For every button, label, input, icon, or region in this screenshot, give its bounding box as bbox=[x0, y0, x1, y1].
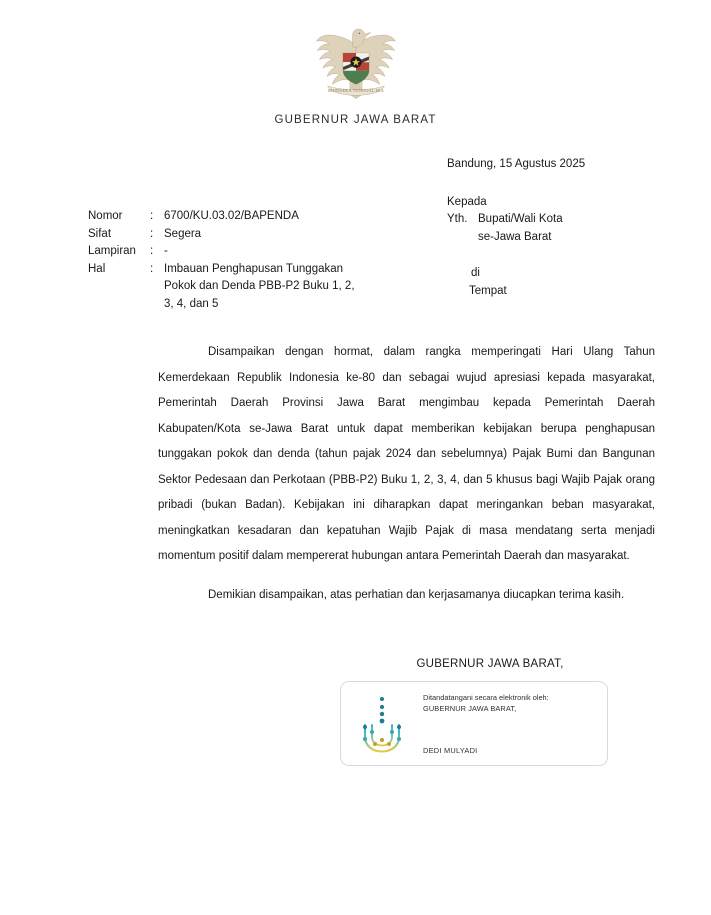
meta-label-lampiran: Lampiran bbox=[88, 245, 136, 257]
letter-meta bbox=[0, 156, 711, 310]
letter-addressee-block bbox=[447, 156, 585, 300]
addressee-di: di bbox=[471, 267, 480, 279]
meta-row-lampiran bbox=[88, 243, 355, 261]
meta-value-sifat: Segera bbox=[164, 227, 202, 240]
addressee-tempat: Tempat bbox=[469, 284, 507, 297]
meta-value-hal bbox=[164, 261, 355, 314]
addressee-yth-value: Bupati/Wali Kota bbox=[478, 213, 563, 225]
addressee-yth-row bbox=[447, 211, 585, 229]
meta-colon-sifat: : bbox=[150, 227, 154, 240]
garuda-pancasila-emblem bbox=[313, 22, 399, 104]
esign-line-1: Ditandatangani secara elektronik oleh: bbox=[423, 693, 549, 702]
meta-value-nomor: 6700/KU.03.02/BAPENDA bbox=[164, 210, 299, 222]
meta-value-hal-line-1: Imbauan Penghapusan Tunggakan bbox=[164, 262, 344, 275]
meta-value-hal-line-3: 3, 4, dan 5 bbox=[164, 297, 219, 310]
letterhead-title: GUBERNUR JAWA BARAT bbox=[274, 114, 437, 126]
esign-signer-name: DEDI MULYADI bbox=[423, 745, 478, 755]
meta-row-sifat bbox=[88, 226, 355, 244]
meta-label-sifat: Sifat bbox=[88, 227, 112, 240]
letterhead bbox=[0, 0, 711, 126]
meta-colon-hal: : bbox=[150, 262, 154, 275]
addressee-kepada: Kepada bbox=[447, 195, 487, 208]
esign-line-2: GUBERNUR JAWA BARAT, bbox=[423, 703, 517, 713]
body-paragraph-1: Disampaikan dengan hormat, dalam rangka memperingati Hari Ulang Tahun Kemerdekaan Republik Indonesia ke-80 dan sebagai wujud apresiasi kepada masyarakat, Pemerintah Daerah Provinsi Jawa Barat mengimbau kepada Pemerintah Daerah Kabupaten/Kota se-Jawa Barat untuk dapat memberikan kebijakan berupa penghapusan tunggakan pokok dan denda (tahun pajak 2024 dan sebelumnya) Pajak Bumi dan Bangunan Sektor Pedesaan dan Perkotaan (PBB-P2) Buku 1, 2, 3, 4, dan 5 khusus bagi Wajib Pajak orang pribadi (bukan Badan). Kebijakan ini diharapkan dapat meringankan beban masyarakat, meningkatkan kesadaran dan kepatuhan Wajib Pajak di masa mendatang serta menjadi momentum positif dalam mempererat hubungan antara Pemerintah Daerah dan masyarakat. bbox=[158, 346, 655, 562]
svg-text:BHINNEKA TUNGGAL IKA: BHINNEKA TUNGGAL IKA bbox=[327, 88, 384, 94]
letter-date: Bandung, 15 Agustus 2025 bbox=[447, 158, 586, 170]
addressee-yth-label: Yth. bbox=[447, 213, 468, 225]
meta-value-hal-line-2: Pokok dan Denda PBB-P2 Buku 1, 2, bbox=[164, 280, 355, 292]
meta-label-nomor: Nomor bbox=[88, 210, 123, 222]
meta-label-hal: Hal bbox=[88, 262, 106, 275]
electronic-signature-box bbox=[340, 681, 608, 766]
signature-title: GUBERNUR JAWA BARAT, bbox=[416, 658, 564, 670]
meta-row-nomor bbox=[88, 208, 355, 226]
meta-colon-lampiran: : bbox=[150, 245, 154, 257]
signature-block bbox=[340, 658, 640, 766]
electronic-signature-text bbox=[423, 682, 607, 765]
meta-row-hal bbox=[88, 261, 355, 314]
addressee-yth-sub: se-Jawa Barat bbox=[478, 230, 552, 243]
bsre-electronic-signature-logo bbox=[341, 682, 423, 765]
letter-body bbox=[158, 340, 655, 608]
meta-value-lampiran: - bbox=[164, 245, 168, 257]
meta-colon-nomor: : bbox=[150, 210, 154, 222]
letter-reference-block bbox=[88, 208, 355, 313]
body-paragraph-2: Demikian disampaikan, atas perhatian dan kerjasamanya diucapkan terima kasih. bbox=[208, 588, 625, 601]
